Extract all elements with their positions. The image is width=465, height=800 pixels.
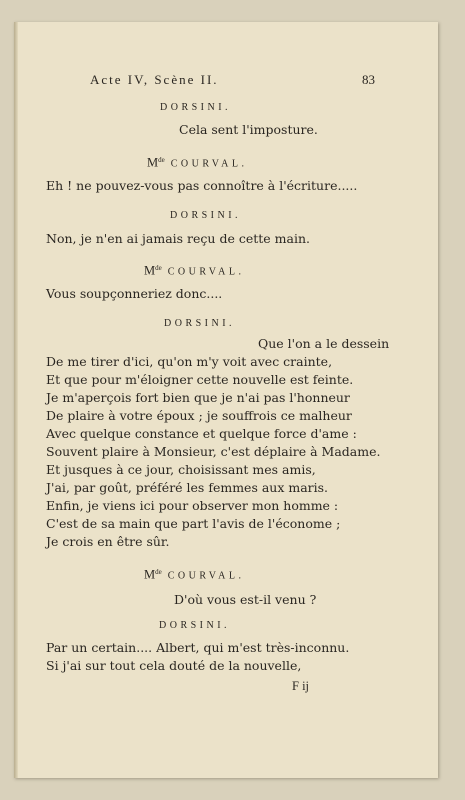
speaker-name [147, 152, 247, 172]
speaker-title: M [144, 263, 156, 278]
speaker-name: DORSINI. [160, 102, 232, 113]
verse-line: J'ai, par goût, préféré les femmes aux maris. [46, 480, 329, 495]
page-number: 83 [362, 72, 375, 87]
speaker-title-sup: de [155, 264, 162, 272]
speaker-name: DORSINI. [164, 318, 236, 329]
verse-line: Je crois en être sûr. [46, 534, 170, 549]
speaker-surname: COURVAL. [167, 266, 245, 278]
speaker-title: M [144, 567, 156, 582]
verse-line: Non, je n'en ai jamais reçu de cette main. [46, 231, 310, 246]
verse-line: C'est de sa main que part l'avis de l'économe ; [46, 516, 341, 531]
speaker-name [144, 260, 244, 280]
verse-line: Cela sent l'imposture. [179, 122, 318, 137]
speaker-title-sup: de [158, 156, 165, 164]
verse-line: Si j'ai sur tout cela douté de la nouvelle, [46, 658, 302, 673]
verse-line: Et jusques à ce jour, choisissant mes amis, [46, 462, 316, 477]
speaker-surname: COURVAL. [170, 158, 248, 170]
printer-signature-mark: F ij [292, 679, 310, 693]
page-edge [14, 22, 18, 778]
speaker-title-sup: de [155, 568, 162, 576]
verse-line: Vous soupçonneriez donc.... [46, 286, 223, 301]
verse-line: De plaire à votre époux ; je souffrois ce malheur [46, 408, 352, 423]
verse-line: Souvent plaire à Monsieur, c'est déplaire à Madame. [46, 444, 381, 459]
verse-line: Et que pour m'éloigner cette nouvelle est feinte. [46, 372, 354, 387]
book-page [14, 22, 438, 778]
speaker-name: DORSINI. [159, 620, 231, 631]
verse-line: Enfin, je viens ici pour observer mon homme : [46, 498, 339, 513]
speaker-title: M [147, 155, 159, 170]
verse-line: D'où vous est-il venu ? [174, 592, 317, 607]
verse-line: Eh ! ne pouvez-vous pas connoître à l'écriture..... [46, 178, 358, 193]
running-title: Acte IV, Scène II. [90, 72, 219, 87]
verse-line: Par un certain.... Albert, qui m'est très-inconnu. [46, 640, 350, 655]
speaker-name: DORSINI. [170, 210, 242, 221]
verse-line: Que l'on a le dessein [258, 336, 390, 351]
verse-line: De me tirer d'ici, qu'on m'y voit avec crainte, [46, 354, 333, 369]
speaker-surname: COURVAL. [167, 570, 245, 582]
verse-line: Je m'aperçois fort bien que je n'ai pas l'honneur [46, 390, 350, 405]
speaker-name [144, 564, 244, 584]
verse-line: Avec quelque constance et quelque force d'ame : [46, 426, 357, 441]
